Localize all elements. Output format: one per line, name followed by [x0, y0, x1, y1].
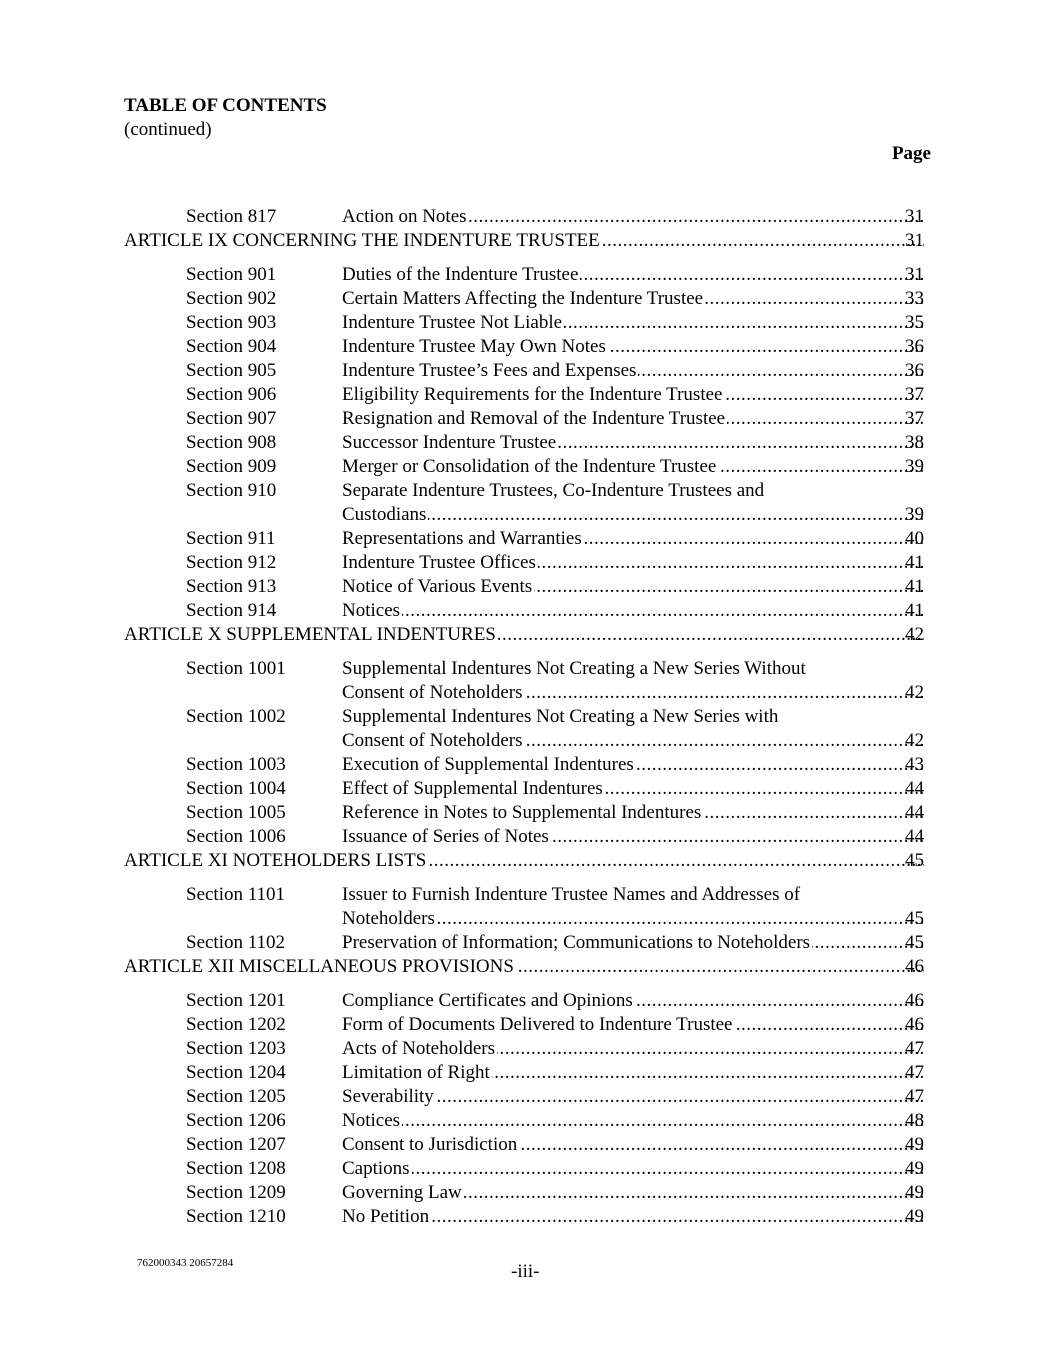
section-title: Indenture Trustee Not Liable [342, 312, 563, 333]
section-title: Certain Matters Affecting the Indenture Trustee [342, 288, 704, 309]
page-ref: 40 [905, 528, 924, 549]
section-title: Separate Indenture Trustees, Co-Indenture Trustees and [342, 480, 765, 501]
toc-article-row[interactable] [0, 623, 1055, 647]
article-title: ARTICLE XI NOTEHOLDERS LISTS [124, 850, 427, 871]
toc-section-row[interactable] [0, 989, 1055, 1013]
section-title: Successor Indenture Trustee [342, 432, 557, 453]
table-of-contents [0, 205, 1055, 1229]
section-title: Duties of the Indenture Trustee [342, 264, 579, 285]
page-ref: 41 [905, 576, 924, 597]
section-title: Acts of Noteholders [342, 1038, 496, 1059]
page-ref: 46 [905, 1014, 924, 1035]
toc-section-row[interactable] [0, 777, 1055, 801]
section-number: Section 817 [186, 206, 277, 227]
section-title: Issuance of Series of Notes [342, 826, 549, 847]
page-number: -iii- [511, 1261, 540, 1282]
section-number: Section 903 [186, 312, 277, 333]
section-title: Merger or Consolidation of the Indenture Trustee [342, 456, 717, 477]
section-title: Indenture Trustee Offices [342, 552, 536, 573]
page-ref: 44 [905, 826, 924, 847]
section-number: Section 905 [186, 360, 277, 381]
section-number: Section 1206 [186, 1110, 286, 1131]
section-title: Resignation and Removal of the Indenture Trustee [342, 408, 726, 429]
section-title: Limitation of Right [342, 1062, 490, 1083]
section-title-continued: Noteholders [342, 908, 435, 929]
section-number: Section 1002 [186, 706, 286, 727]
toc-title: TABLE OF CONTENTS [124, 95, 327, 116]
toc-section-row[interactable] [0, 825, 1055, 849]
section-number: Section 1102 [186, 932, 286, 953]
toc-section-row[interactable] [0, 1085, 1055, 1109]
toc-section-row[interactable] [0, 263, 1055, 287]
page-ref: 43 [905, 754, 924, 775]
section-number: Section 913 [186, 576, 277, 597]
section-number: Section 901 [186, 264, 277, 285]
toc-section-row[interactable] [0, 1205, 1055, 1229]
page-ref: 42 [905, 624, 924, 645]
toc-section-row[interactable] [0, 407, 1055, 431]
section-number: Section 1209 [186, 1182, 286, 1203]
section-title: Reference in Notes to Supplemental Indentures [342, 802, 702, 823]
toc-section-row[interactable] [0, 335, 1055, 359]
toc-section-row[interactable] [0, 599, 1055, 623]
section-title: Indenture Trustee May Own Notes [342, 336, 606, 357]
page-ref: 35 [905, 312, 924, 333]
section-title-continued: Consent of Noteholders [342, 730, 523, 751]
section-title: Governing Law [342, 1182, 462, 1203]
section-title: No Petition [342, 1206, 430, 1227]
page-ref: 42 [905, 682, 924, 703]
section-number: Section 1003 [186, 754, 286, 775]
toc-section-row-continued[interactable] [0, 907, 1055, 931]
page-ref: 31 [905, 230, 924, 251]
section-number: Section 1006 [186, 826, 286, 847]
page-ref: 33 [905, 288, 924, 309]
toc-section-row[interactable] [0, 1133, 1055, 1157]
toc-section-row[interactable] [0, 205, 1055, 229]
section-number: Section 1005 [186, 802, 286, 823]
toc-section-row[interactable] [0, 705, 1055, 729]
section-title: Consent to Jurisdiction [342, 1134, 518, 1155]
section-number: Section 1202 [186, 1014, 286, 1035]
page-ref: 45 [905, 850, 924, 871]
page-ref: 36 [905, 336, 924, 357]
section-title: Effect of Supplemental Indentures [342, 778, 603, 799]
section-title-continued: Consent of Noteholders [342, 682, 523, 703]
toc-section-row[interactable] [0, 359, 1055, 383]
toc-section-row[interactable] [0, 479, 1055, 503]
section-number: Section 909 [186, 456, 277, 477]
toc-article-row[interactable] [0, 849, 1055, 873]
section-number: Section 1004 [186, 778, 286, 799]
section-number: Section 908 [186, 432, 277, 453]
toc-section-row[interactable] [0, 883, 1055, 907]
toc-section-row[interactable] [0, 431, 1055, 455]
page-ref: 41 [905, 552, 924, 573]
page-ref: 47 [905, 1062, 924, 1083]
toc-section-row-continued[interactable] [0, 503, 1055, 527]
page-ref: 31 [905, 206, 924, 227]
page-ref: 49 [905, 1206, 924, 1227]
article-title: ARTICLE XII MISCELLANEOUS PROVISIONS [124, 956, 514, 977]
section-title: Action on Notes [342, 206, 467, 227]
page-ref: 37 [905, 384, 924, 405]
section-title: Supplemental Indentures Not Creating a New Series with [342, 706, 779, 727]
page-ref: 39 [905, 456, 924, 477]
section-number: Section 1205 [186, 1086, 286, 1107]
page-ref: 49 [905, 1158, 924, 1179]
toc-section-row-continued[interactable] [0, 729, 1055, 753]
document-id: 762000343 20657284 [137, 1257, 234, 1269]
section-number: Section 1210 [186, 1206, 286, 1227]
section-number: Section 904 [186, 336, 277, 357]
toc-subtitle: (continued) [124, 119, 212, 140]
toc-section-row[interactable] [0, 455, 1055, 479]
section-title: Severability [342, 1086, 434, 1107]
section-title: Captions [342, 1158, 410, 1179]
toc-section-row[interactable] [0, 1013, 1055, 1037]
section-number: Section 1204 [186, 1062, 286, 1083]
page-ref: 39 [905, 504, 924, 525]
page-ref: 45 [905, 932, 924, 953]
toc-section-row[interactable] [0, 931, 1055, 955]
toc-section-row[interactable] [0, 657, 1055, 681]
toc-section-row[interactable] [0, 575, 1055, 599]
page-ref: 31 [905, 264, 924, 285]
toc-section-row[interactable] [0, 1157, 1055, 1181]
section-title: Form of Documents Delivered to Indenture Trustee [342, 1014, 733, 1035]
section-number: Section 1208 [186, 1158, 286, 1179]
toc-article-row[interactable] [0, 955, 1055, 979]
section-title-continued: Custodians [342, 504, 427, 525]
page-ref: 37 [905, 408, 924, 429]
section-title: Representations and Warranties [342, 528, 582, 549]
article-title: ARTICLE IX CONCERNING THE INDENTURE TRUSTEE [124, 230, 600, 251]
section-title: Issuer to Furnish Indenture Trustee Names and Addresses of [342, 884, 801, 905]
toc-section-row[interactable] [0, 753, 1055, 777]
section-number: Section 912 [186, 552, 277, 573]
section-number: Section 911 [186, 528, 276, 549]
page-ref: 38 [905, 432, 924, 453]
page-ref: 42 [905, 730, 924, 751]
section-title: Preservation of Information; Communications to Noteholders [342, 932, 811, 953]
toc-section-row[interactable] [0, 383, 1055, 407]
section-number: Section 907 [186, 408, 277, 429]
toc-section-row[interactable] [0, 1061, 1055, 1085]
page-column-label: Page [891, 143, 931, 164]
section-title: Notices [342, 600, 401, 621]
page-ref: 49 [905, 1134, 924, 1155]
toc-article-row[interactable] [0, 229, 1055, 253]
page-ref: 44 [905, 802, 924, 823]
section-title: Supplemental Indentures Not Creating a New Series Without [342, 658, 806, 679]
toc-section-row[interactable] [0, 287, 1055, 311]
page-ref: 48 [905, 1110, 924, 1131]
section-title: Execution of Supplemental Indentures [342, 754, 634, 775]
section-number: Section 1207 [186, 1134, 286, 1155]
section-title: Eligibility Requirements for the Indenture Trustee [342, 384, 723, 405]
page-ref: 46 [905, 956, 924, 977]
section-number: Section 906 [186, 384, 277, 405]
page-ref: 49 [905, 1182, 924, 1203]
section-number: Section 1101 [186, 884, 286, 905]
page-ref: 47 [905, 1086, 924, 1107]
toc-section-row[interactable] [0, 1109, 1055, 1133]
page-ref: 45 [905, 908, 924, 929]
toc-section-row[interactable] [0, 1037, 1055, 1061]
page-ref: 46 [905, 990, 924, 1011]
page-ref: 44 [905, 778, 924, 799]
toc-section-row-continued[interactable] [0, 681, 1055, 705]
toc-section-row[interactable] [0, 1181, 1055, 1205]
section-number: Section 914 [186, 600, 277, 621]
section-title: Indenture Trustee’s Fees and Expenses [342, 360, 637, 381]
section-number: Section 1201 [186, 990, 286, 1011]
section-title: Notice of Various Events [342, 576, 533, 597]
section-number: Section 910 [186, 480, 277, 501]
page-ref: 36 [905, 360, 924, 381]
page-ref: 47 [905, 1038, 924, 1059]
article-title: ARTICLE X SUPPLEMENTAL INDENTURES [124, 624, 496, 645]
section-title: Notices [342, 1110, 401, 1131]
toc-section-row[interactable] [0, 311, 1055, 335]
section-title: Compliance Certificates and Opinions [342, 990, 633, 1011]
section-number: Section 1001 [186, 658, 286, 679]
section-number: Section 902 [186, 288, 277, 309]
toc-section-row[interactable] [0, 551, 1055, 575]
page-ref: 41 [905, 600, 924, 621]
toc-section-row[interactable] [0, 527, 1055, 551]
toc-section-row[interactable] [0, 801, 1055, 825]
section-number: Section 1203 [186, 1038, 286, 1059]
